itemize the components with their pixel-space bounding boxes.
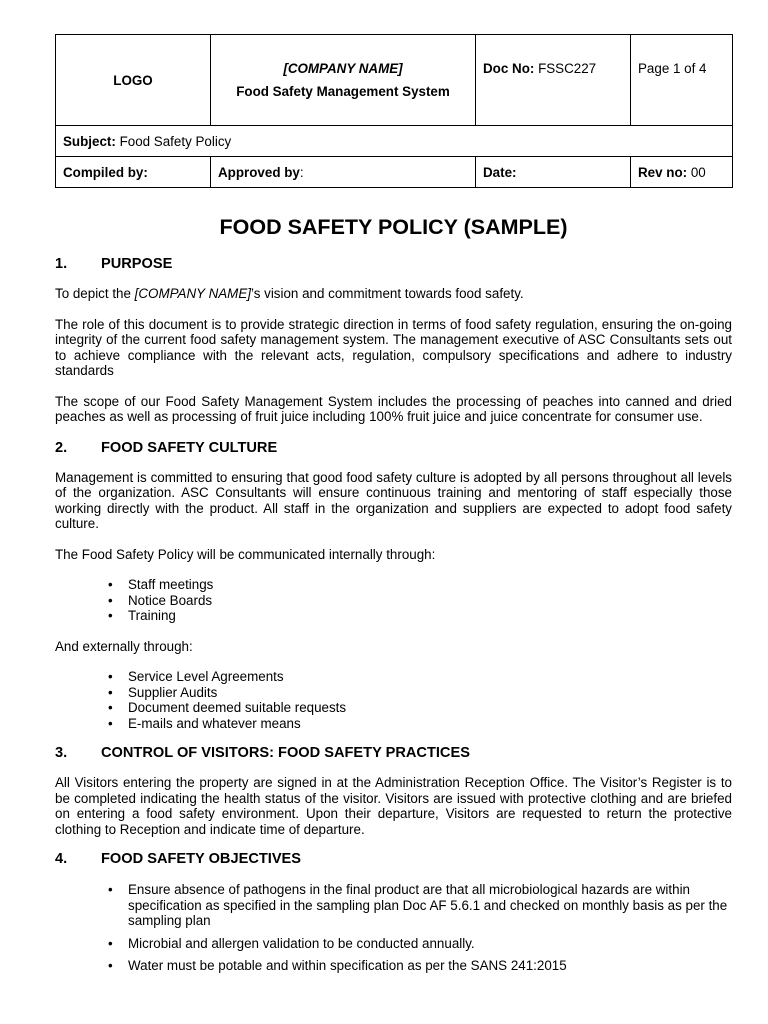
section-heading-culture [55, 439, 732, 457]
list-item: • Staff meetings [128, 577, 732, 593]
list-item: • Microbial and allergen validation to be conducted annually. [128, 936, 732, 952]
visitors-paragraph: All Visitors entering the property are signed in at the Administration Reception Office. The Visitor’s Register is to be completed indicating the health status of the visitor. Visitors are issued with protective clothing and are briefed on entering a food safety environment. Upon their departure, Visitors are requested to return the protective clothing to Reception and indicate time of departure. [55, 775, 732, 837]
section-title: FOOD SAFETY CULTURE [101, 439, 278, 456]
list-item: • Notice Boards [128, 593, 732, 609]
subject-cell [56, 126, 733, 157]
list-item: • Document deemed suitable requests [128, 700, 732, 716]
compiled-by-label: Compiled by: [63, 164, 148, 180]
culture-paragraph-2: The Food Safety Policy will be communicated internally through: [55, 546, 436, 562]
doc-no-value: FSSC227 [538, 61, 597, 76]
section-number: 1. [55, 256, 68, 272]
company-name-inline: [COMPANY NAME] [134, 286, 251, 301]
list-item: • Water must be potable and within specification as per the SANS 241:2015 [128, 958, 732, 974]
section-title: FOOD SAFETY OBJECTIVES [101, 851, 302, 867]
rev-no-label: Rev no: [638, 164, 688, 180]
section-heading-objectives [55, 850, 732, 868]
approved-by-label: Approved by [218, 164, 300, 180]
text-run: ’s vision and commitment towards food safety. [250, 286, 524, 301]
approved-by-cell [211, 157, 476, 188]
objectives-list [55, 882, 732, 974]
external-communication-list [55, 669, 732, 731]
list-item: • Service Level Agreements [128, 669, 732, 685]
purpose-paragraph-3: The scope of our Food Safety Management System includes the processing of peaches into canned and dried peaches as well as processing of fruit juice including 100% fruit juice and juice concentrate for consumer use. [55, 393, 732, 424]
system-name: Food Safety Management System [236, 84, 450, 99]
culture-paragraph-3: And externally through: [55, 638, 193, 654]
compiled-by-cell [56, 157, 211, 188]
list-item: • Training [128, 608, 732, 624]
purpose-paragraph-2: The role of this document is to provide strategic direction in terms of food safety regulation, ensuring the on-going integrity of the current food safety management system. The management executive of ASC Consultants sets out to achieve compliance with the relevant acts, regulation, compulsory specifications and adhere to industry standards [55, 316, 732, 378]
page-info: Page 1 of 4 [638, 61, 707, 76]
logo-placeholder: LOGO [113, 72, 153, 88]
section-title: CONTROL OF VISITORS: FOOD SAFETY PRACTICES [101, 745, 470, 761]
list-item: • Supplier Audits [128, 685, 732, 701]
document-header-table [55, 34, 733, 188]
section-heading-purpose [55, 255, 732, 273]
date-cell [476, 157, 631, 188]
page-number-cell [631, 35, 733, 126]
company-name: [COMPANY NAME] [283, 61, 403, 76]
internal-communication-list [55, 577, 732, 624]
purpose-paragraph-1 [55, 286, 732, 302]
doc-no-label: Doc No: [483, 61, 535, 76]
document-page [55, 34, 732, 981]
rev-no-cell [631, 157, 733, 188]
doc-no-cell [476, 35, 631, 126]
date-label: Date: [483, 164, 517, 180]
section-heading-visitors [55, 744, 732, 762]
subject-value: Food Safety Policy [119, 133, 232, 149]
logo-cell [56, 35, 211, 126]
text-run: To depict the [55, 286, 135, 301]
section-title: PURPOSE [101, 256, 173, 272]
rev-no-value: 00 [690, 164, 706, 180]
document-title: FOOD SAFETY POLICY (SAMPLE) [219, 215, 568, 239]
list-item: • E-mails and whatever means [128, 716, 732, 732]
subject-label: Subject: [63, 133, 116, 149]
company-cell [211, 35, 476, 126]
culture-paragraph-1: Management is committed to ensuring that good food safety culture is adopted by all persons throughout all levels of the organization. ASC Consultants will ensure continuous training and mentoring of staff especially those working directly with the product. All staff in the organization and suppliers are expected to adopt food safety culture. [55, 469, 732, 531]
list-item: • Ensure absence of pathogens in the final product are that all microbiological hazards are within specification as specified in the sampling plan Doc AF 5.6.1 and checked on monthly basis as per the sampling plan [128, 882, 732, 929]
section-number: 2. [55, 439, 68, 456]
section-number: 4. [55, 851, 68, 867]
section-number: 3. [55, 745, 68, 761]
approved-by-colon: : [299, 164, 304, 180]
